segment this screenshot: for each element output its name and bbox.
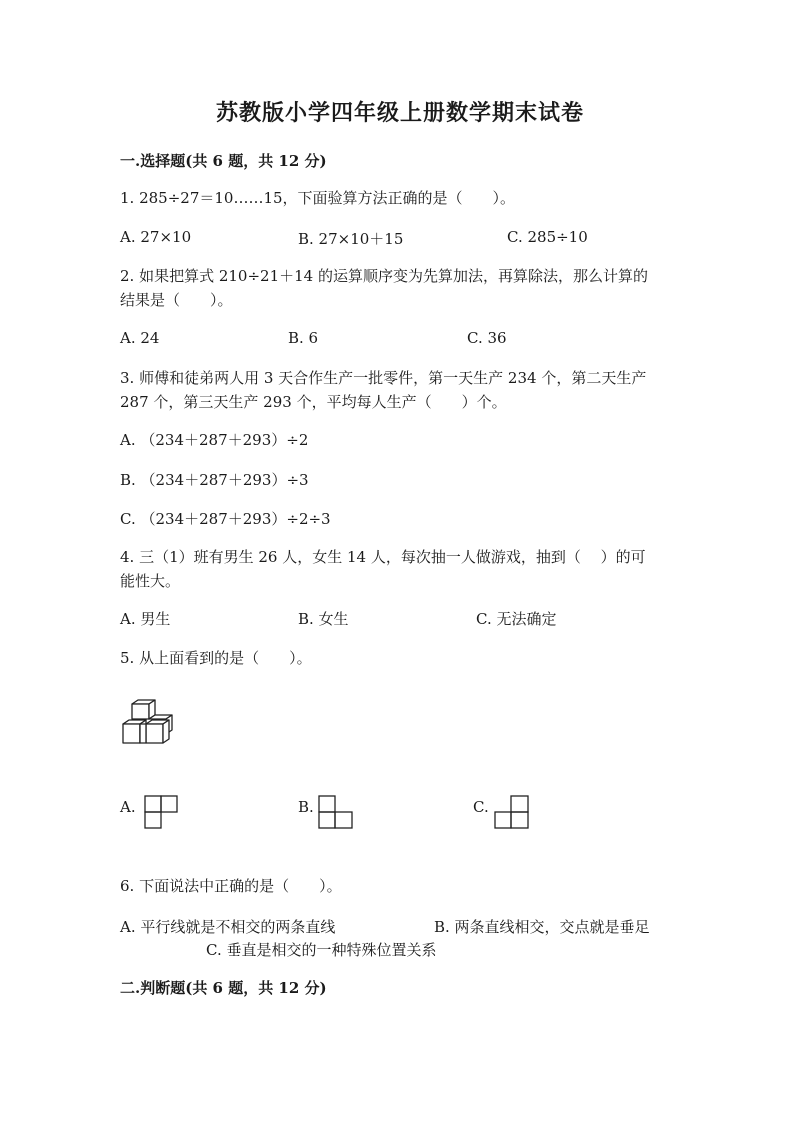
question-5-option-b: B.	[298, 798, 314, 816]
question-2-option-a: A. 24	[120, 329, 160, 347]
question-4-option-a: A. 男生	[120, 610, 171, 628]
section-heading-judgement: 二.判断题(共 6 题，共 12 分)	[120, 979, 327, 997]
question-2-option-b: B. 6	[288, 329, 319, 347]
question-1-stem: 1. 285÷27＝10……15，下面验算方法正确的是（ ）。	[120, 189, 516, 207]
question-2-stem-line2: 结果是（ ）。	[120, 291, 233, 309]
question-6-option-a: A. 平行线就是不相交的两条直线	[120, 918, 336, 936]
question-2-option-c: C. 36	[467, 329, 507, 347]
question-6-option-b: B. 两条直线相交，交点就是垂足	[434, 918, 650, 936]
option-b-grid-icon	[318, 795, 354, 829]
section-heading-choice: 一.选择题(共 6 题，共 12 分)	[120, 152, 327, 170]
question-3-option-c: C. （234＋287＋293）÷2÷3	[120, 510, 331, 528]
option-a-grid-icon	[144, 795, 178, 829]
question-5-option-c: C.	[473, 798, 489, 816]
question-4-option-b: B. 女生	[298, 610, 349, 628]
question-5-option-a: A.	[120, 798, 136, 816]
question-5-stem: 5. 从上面看到的是（ ）。	[120, 649, 312, 667]
question-1-option-c: C. 285÷10	[507, 228, 588, 246]
question-3-stem-line2: 287 个，第三天生产 293 个，平均每人生产（ ）个。	[120, 393, 507, 411]
question-1-option-b: B. 27×10＋15	[298, 230, 404, 248]
question-3-stem-line1: 3. 师傅和徒弟两人用 3 天合作生产一批零件，第一天生产 234 个，第二天生产	[120, 369, 647, 387]
question-3-option-b: B. （234＋287＋293）÷3	[120, 471, 309, 489]
question-6-stem: 6. 下面说法中正确的是（ ）。	[120, 877, 342, 895]
question-3-option-a: A. （234＋287＋293）÷2	[120, 431, 309, 449]
question-4-stem-line1: 4. 三（1）班有男生 26 人，女生 14 人，每次抽一人做游戏，抽到（ ）的可	[120, 548, 646, 566]
cube-stack-figure	[118, 700, 180, 748]
question-2-stem-line1: 2. 如果把算式 210÷21＋14 的运算顺序变为先算加法，再算除法，那么计算的	[120, 267, 648, 285]
page-title: 苏教版小学四年级上册数学期末试卷	[215, 100, 584, 126]
question-4-stem-line2: 能性大。	[120, 572, 181, 590]
question-4-option-c: C. 无法确定	[476, 610, 557, 628]
question-1-option-a: A. 27×10	[120, 228, 192, 246]
question-6-option-c: C. 垂直是相交的一种特殊位置关系	[206, 941, 437, 959]
option-c-grid-icon	[494, 795, 530, 829]
